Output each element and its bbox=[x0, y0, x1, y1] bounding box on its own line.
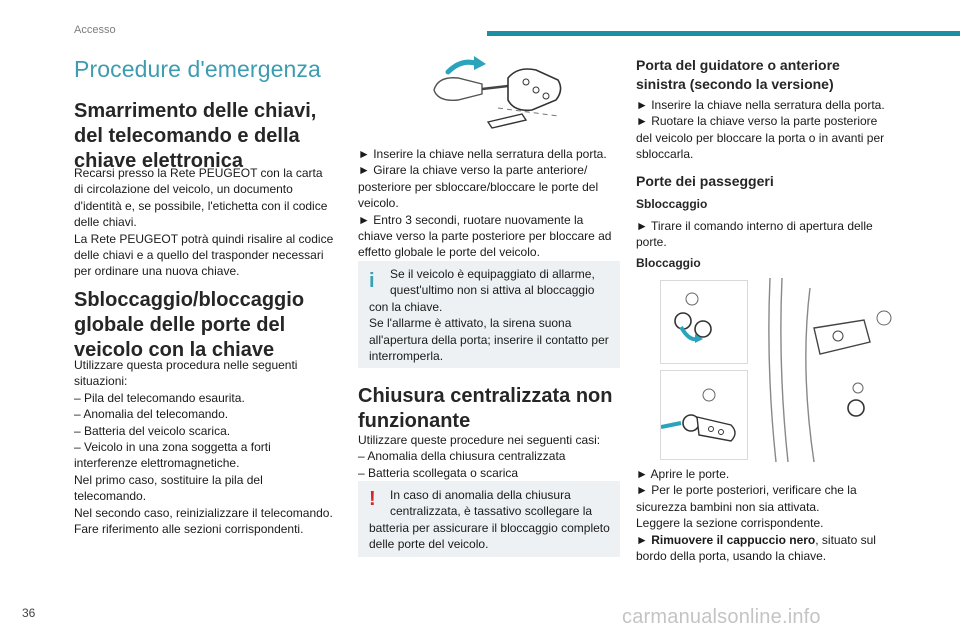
final-steps-text: ► Aprire le porte. ► Per le porte posteriori, verificare che la sicurezza bambini non sia attivata. Leggere la sezione corrispondente. ► Rimuovere il cappuccio nero, situato sul bordo della porta, usando la chiave. bbox=[636, 467, 876, 564]
info-icon: i bbox=[369, 270, 375, 292]
door-lock-figure bbox=[660, 278, 900, 462]
central-locking-text: Utilizzare queste procedure nei seguenti casi: – Anomalia della chiusura centralizzata – Batteria scollegata o scarica bbox=[358, 433, 601, 480]
driver-door-heading: Porta del guidatore o anteriore sinistra (secondo la versione) bbox=[636, 57, 840, 92]
lost-keys-text: Recarsi presso la Rete PEUGEOT con la carta di circolazione del veicolo, un documento d'identità e, se possibile, l'etichetta con il codice delle chiavi. La Rete PEUGEOT potrà quindi risalire al codice delle chiavi e a quello del trasponder necessari per ordinare una nuova chiave. bbox=[74, 166, 334, 279]
page-title: Procedure d'emergenza bbox=[74, 56, 321, 82]
key-in-lock-figure bbox=[418, 50, 568, 134]
warning-icon: ! bbox=[369, 488, 376, 510]
page-number: 36 bbox=[22, 606, 36, 620]
watermark: carmanualsonline.info bbox=[622, 606, 821, 628]
lost-keys-heading: Smarrimento delle chiavi, del telecomando e della chiave elettronica bbox=[74, 100, 317, 172]
section-label: Accesso bbox=[74, 24, 116, 36]
door-lock-top-illustration bbox=[661, 281, 747, 363]
driver-door-text: ► Inserire la chiave nella serratura della porta. ► Ruotare la chiave verso la parte posteriore del veicolo per bloccare la porta o in avanti per sbloccarla. bbox=[636, 98, 885, 162]
alarm-info-note: i Se il veicolo è equipaggiato di allarme, quest'ultimo non si attiva al bloccaggio con la chiave. Se l'allarme è attivato, la sirena suona all'apertura della porta; inserire il contatto per interromperla. bbox=[358, 261, 620, 368]
key-steps-text: ► Inserire la chiave nella serratura della porta. ► Girare la chiave verso la parte anteriore/ posteriore per sbloccare/bloccare le porte del veicolo. ► Entro 3 secondi, ruotare nuovamente la chiave verso la parte posteriore per bloccare ad effetto globale le porte del veicolo. bbox=[358, 147, 612, 260]
header-accent-bar bbox=[487, 31, 960, 36]
remove-cap-bold: ► Rimuovere il cappuccio nero bbox=[636, 532, 816, 547]
central-locking-heading: Chiusura centralizzata non funzionante bbox=[358, 385, 613, 432]
unlock-heading: Sbloccaggio bbox=[636, 197, 708, 211]
global-lock-text: Utilizzare questa procedura nelle seguenti situazioni: – Pila del telecomando esaurita. – Anomalia del telecomando. – Batteria del veicolo scarica. – Veicolo in una zona soggetta a forti interferenze elettromagnetiche. Nel primo caso, sostituire la pila del telecomando. Nel secondo caso, reinizializzare il telecomando. Fare riferimento alle sezioni corrispondenti. bbox=[74, 358, 333, 537]
global-lock-heading: Sbloccaggio/bloccaggio globale delle porte del veicolo con la chiave bbox=[74, 289, 305, 361]
warning-note: ! In caso di anomalia della chiusura centralizzata, è tassativo scollegare la batteria per assicurare il bloccaggio completo delle porte del veicolo. bbox=[358, 481, 620, 557]
lock-heading: Bloccaggio bbox=[636, 256, 701, 270]
passenger-doors-heading: Porte dei passeggeri bbox=[636, 173, 774, 189]
door-panel-bottom bbox=[660, 370, 748, 460]
rear-door-illustration bbox=[760, 278, 900, 462]
key-in-door-illustration bbox=[661, 371, 747, 459]
key-in-lock-illustration bbox=[418, 50, 568, 134]
door-panel-top bbox=[660, 280, 748, 364]
unlock-text: ► Tirare il comando interno di apertura delle porte. bbox=[636, 219, 873, 250]
